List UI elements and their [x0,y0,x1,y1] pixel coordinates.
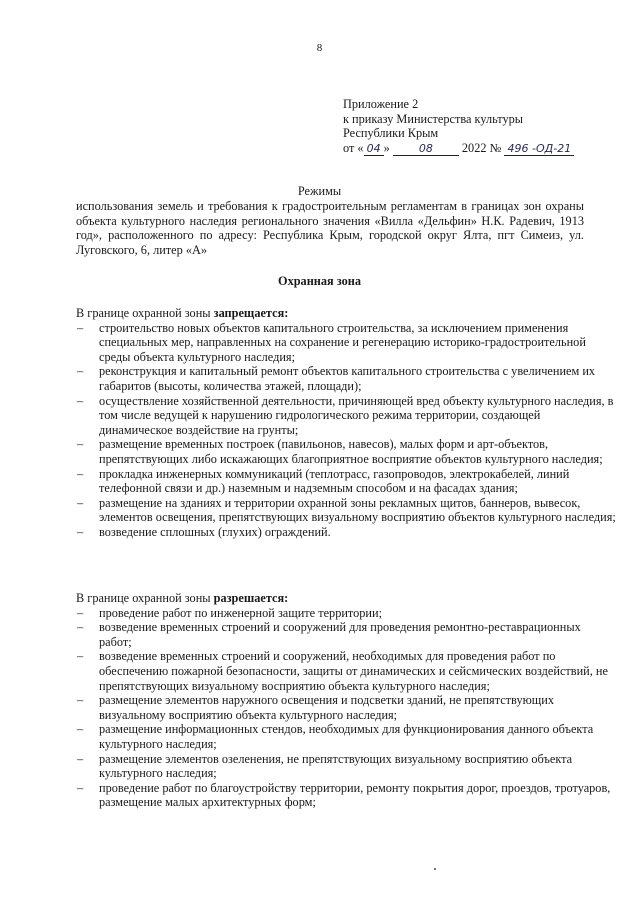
document-subtitle: использования земель и требования к градостроительным регламентам в границах зон охраны объекта культурного наследия регионального значения «Вилла «Дельфин» Н.К. Радевич, 1913 год», расположенного по адресу: Республика Крым, городской округ Ялта, пгт Симеиз, ул. Луговского, 6, литер «А» [76,199,584,257]
appendix-order-ref: к приказу Министерства культуры [343,111,524,126]
prohibited-item [76,467,616,496]
permitted-keyword: разрешается: [213,591,289,605]
permitted-item-text: размещение элементов наружного освещения и подсветки зданий, не препятствующих визуальному восприятию объекта культурного наследия; [99,693,554,722]
permitted-item-text: проведение работ по инженерной защите территории; [99,605,383,620]
list-dash: – [77,495,84,510]
permitted-item-text: проведение работ по благоустройству территории, ремонту покрытия дорог, проездов, тротуаров, размещение малых архитектурных форм; [99,780,611,810]
permitted-section [76,591,616,810]
list-dash: – [77,620,84,635]
permitted-item [76,752,616,781]
scan-speck [434,868,436,870]
list-dash: – [77,605,84,620]
date-prefix: от « [343,140,364,155]
list-dash: – [77,524,84,539]
date-year: 2022 № [461,140,502,155]
permitted-item-text: размещение элементов озеленения, не препятствующих визуальному восприятию объекта культурного наследия; [99,751,573,781]
prohibited-item-text: осуществление хозяйственной деятельности, причиняющей вред объекту культурного наследия, в том числе ведущей к нарушению гидрологического режима территории, создающей динамическое воздействие на грунты; [99,393,614,437]
section-title: Охранная зона [278,274,361,288]
prohibited-item [76,321,616,365]
list-dash: – [77,320,84,335]
list-dash: – [77,751,84,766]
prohibited-list [76,321,616,540]
prohibited-item-text: размещение временных построек (павильонов, навесов), малых форм и арт-объектов, препятствующих либо искажающих благоприятное восприятие объектов культурного наследия; [99,437,603,466]
list-dash: – [77,437,84,452]
prohibited-item-text: размещение на зданиях и территории охранной зоны рекламных щитов, баннеров, вывесок, элементов освещения, препятствующих визуальному восприятию объектов культурного наследия; [99,495,616,525]
prohibited-item [76,394,616,438]
date-month: 08 [393,143,459,156]
prohibited-intro: В границе охранной зоны запрещается: [76,306,289,320]
prohibited-section [76,306,616,540]
list-dash: – [77,393,84,408]
list-dash: – [77,722,84,737]
order-number: 496 -ОД-21 [504,143,574,156]
prohibited-item-text: строительство новых объектов капитального строительства, за исключением применения специальных мер, направленных на сохранение и регенерацию историко-градостроительной среды объекта культурного наследия; [99,320,586,364]
list-dash: – [77,649,84,664]
permitted-intro: В границе охранной зоны разрешается: [76,591,289,605]
prohibited-item [76,525,616,540]
permitted-item [76,781,616,810]
appendix-header [343,97,633,156]
permitted-item [76,722,616,751]
prohibited-item [76,364,616,393]
appendix-date-line [343,141,633,156]
permitted-item [76,620,616,649]
appendix-title: Приложение 2 [343,97,419,111]
permitted-item [76,649,616,693]
prohibited-keyword: запрещается: [213,306,289,320]
prohibited-item-text: реконструкция и капитальный ремонт объектов капитального строительства с увеличением их габаритов (высоты, количества этажей, площади); [99,364,596,393]
prohibited-item-text: прокладка инженерных коммуникаций (теплотрасс, газопроводов, электрокабелей, линий телефонной связи и др.) наземным и надземным способом и на фасадах здания; [99,466,570,496]
permitted-item-text: возведение временных строений и сооружений для проведения ремонтно-реставрационных работ; [99,620,581,649]
list-dash: – [77,364,84,379]
page-number: 8 [316,42,323,54]
appendix-republic: Республики Крым [343,126,439,141]
permitted-item-text: размещение информационных стендов, необходимых для функционирования данного объекта культурного наследия; [99,722,594,751]
list-dash: – [77,780,84,795]
permitted-item-text: возведение временных строений и сооружений, необходимых для проведения работ по обеспечению пожарной безопасности, защиты от динамических и сейсмических воздействий, не препятствующих визуальному восприятию объекта культурного наследия; [99,649,608,693]
prohibited-item-text: возведение сплошных (глухих) ограждений. [99,524,331,539]
permitted-item [76,693,616,722]
list-dash: – [77,693,84,708]
permitted-list [76,606,616,810]
date-sep: » [383,140,390,155]
prohibited-item [76,496,616,525]
list-dash: – [77,466,84,481]
document-title: Режимы [297,184,342,198]
date-day: 04 [364,143,384,156]
prohibited-item [76,437,616,466]
permitted-item [76,606,616,621]
